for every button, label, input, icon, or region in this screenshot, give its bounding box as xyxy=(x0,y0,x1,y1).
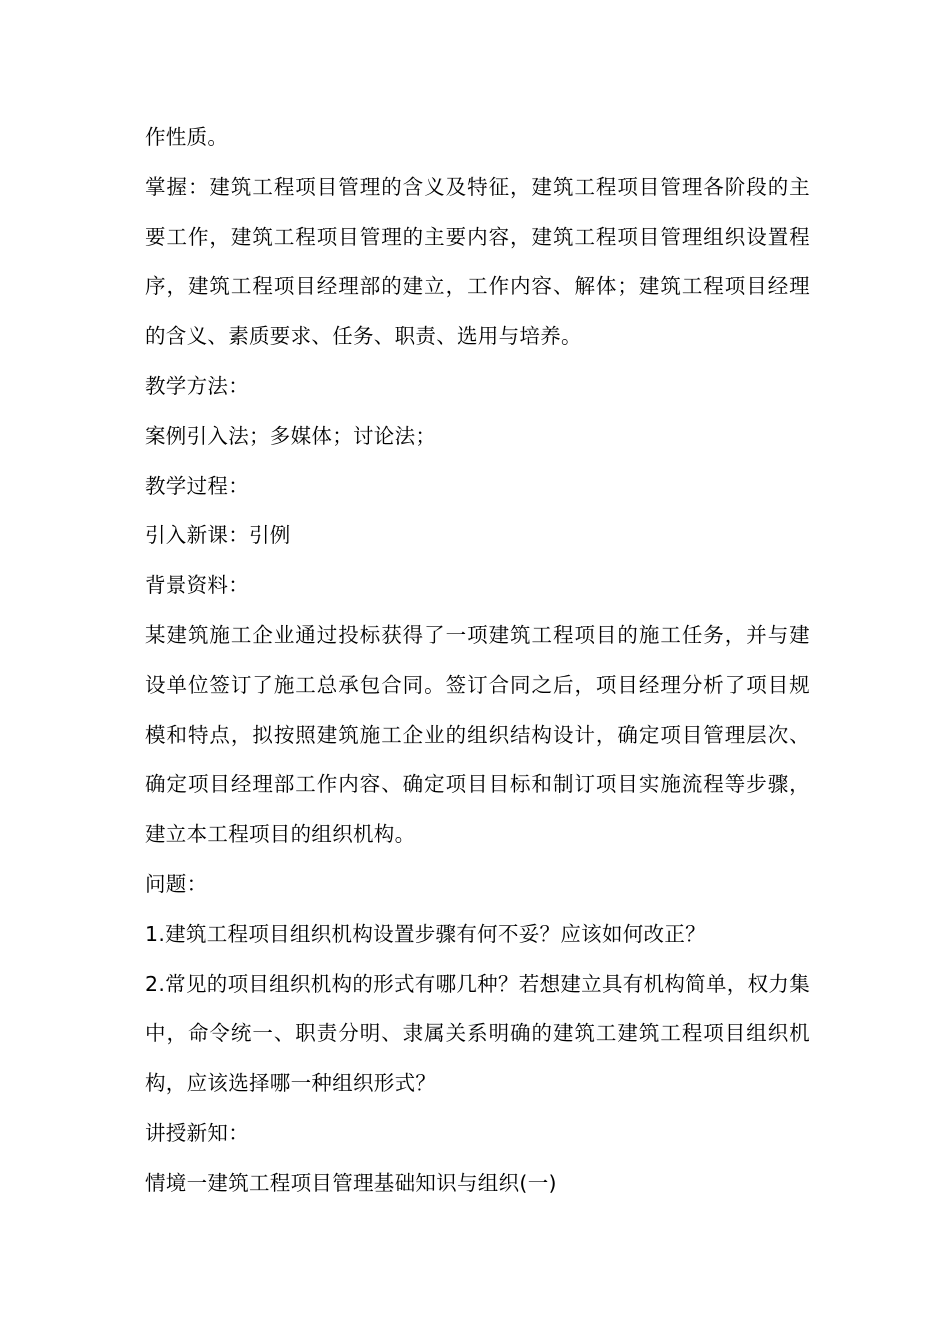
heading-teaching-process: 教学过程： xyxy=(145,473,249,498)
paragraph-introduce-lesson: 引入新课：引例 xyxy=(145,523,291,548)
section-title: 情境一建筑工程项目管理基础知识与组织(一) xyxy=(145,1170,557,1195)
heading-teaching-methods: 教学方法： xyxy=(145,373,249,398)
document-body xyxy=(145,113,810,1209)
question-2: 2.常见的项目组织机构的形式有哪几种？若想建立具有机构简单，权力集中，命令统一、职责分明、隶属关系明确的建筑工建筑工程项目组织机构，应该选择哪一种组织形式？ xyxy=(145,971,810,1096)
paragraph-mastery: 掌握：建筑工程项目管理的含义及特征，建筑工程项目管理各阶段的主要工作，建筑工程项目管理的主要内容，建筑工程项目管理组织设置程序，建筑工程项目经理部的建立，工作内容、解体；建筑工程项目经理的含义、素质要求、任务、职责、选用与培养。 xyxy=(145,174,810,349)
heading-questions: 问题： xyxy=(145,871,208,896)
paragraph-teaching-methods: 案例引入法；多媒体；讨论法； xyxy=(145,423,437,448)
question-1: 1.建筑工程项目组织机构设置步骤有何不妥？应该如何改正？ xyxy=(145,921,706,946)
paragraph-background: 某建筑施工企业通过投标获得了一项建筑工程项目的施工任务，并与建设单位签订了施工总承包合同。签订合同之后，项目经理分析了项目规模和特点，拟按照建筑施工企业的组织结构设计，确定项目管理层次、确定项目经理部工作内容、确定项目目标和制订项目实施流程等步骤，建立本工程项目的组织机构。 xyxy=(145,622,810,847)
heading-new-knowledge: 讲授新知： xyxy=(145,1120,249,1145)
heading-background: 背景资料： xyxy=(145,573,249,598)
paragraph-work-nature: 作性质。 xyxy=(145,125,229,149)
